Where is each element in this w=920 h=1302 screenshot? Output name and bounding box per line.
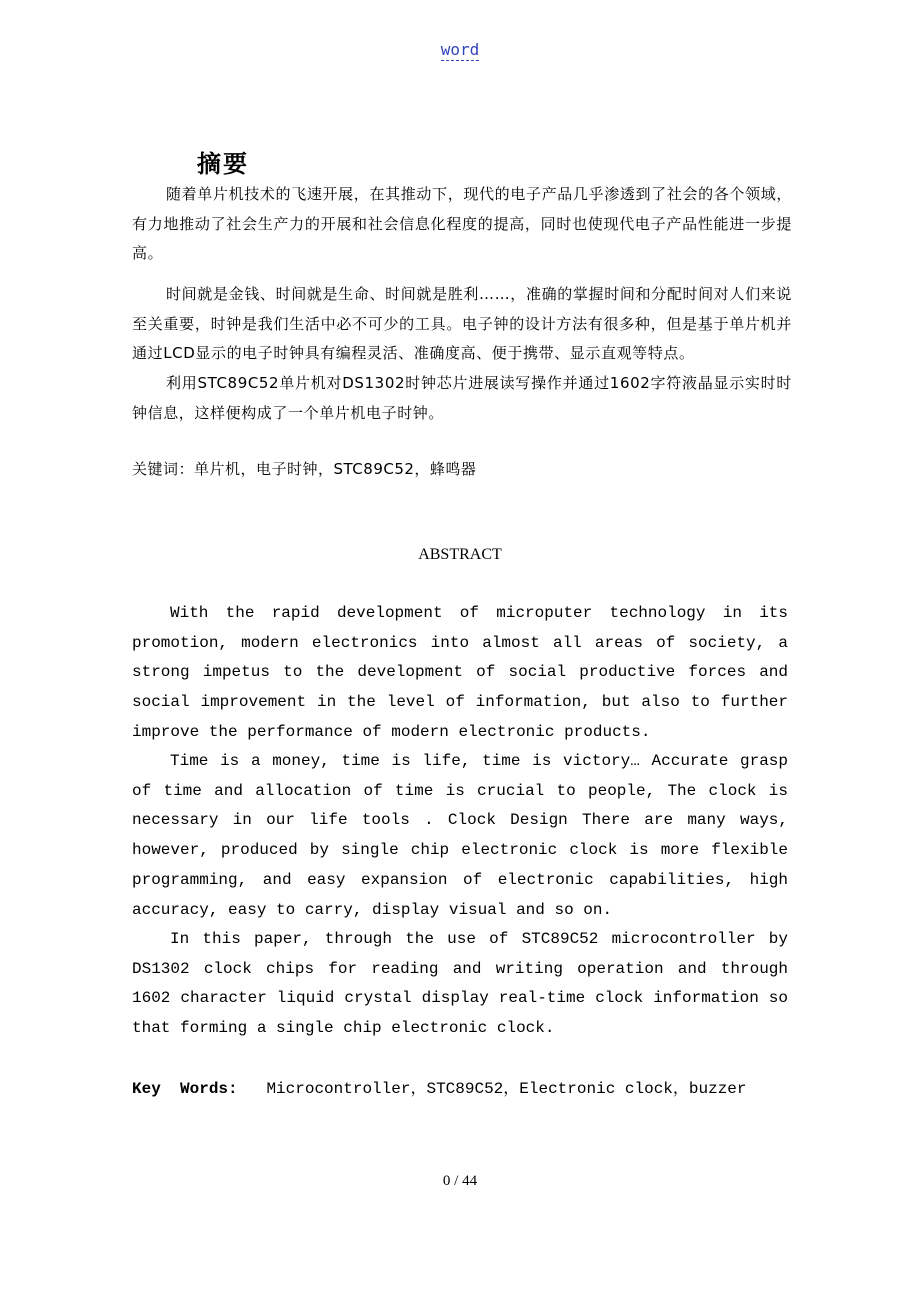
chinese-paragraph-3: 利用STC89C52单片机对DS1302时钟芯片进展读写操作并通过1602字符液晶显示实时时钟信息，这样便构成了一个单片机电子时钟。 [132,374,792,422]
english-paragraph-1: With the rapid development of microputer technology in its promotion, modern electronics into almost all areas of society, a strong impetus to the development of social productive forces and social improvement in the level of information, but also to further improve the performance of modern electronic products. [132,604,788,741]
chinese-paragraph-2: 时间就是金钱、时间就是生命、时间就是胜利……，准确的掌握时间和分配时间对人们来说至关重要，时钟是我们生活中必不可少的工具。电子钟的设计方法有很多种，但是基于单片机并通过LCD显示的电子时钟具有编程灵活、准确度高、便于携带、显示直观等特点。 [132,285,792,362]
english-keywords [132,1075,747,1098]
header-word-link[interactable] [0,40,920,59]
chinese-keywords: 关键词：单片机，电子时钟，STC89C52，蜂鸣器 [132,460,477,478]
english-paragraph-3: In this paper, through the use of STC89C52 microcontroller by DS1302 clock chips for reading and writing operation and through 1602 character liquid crystal display real-time clock information so that forming a single chip electronic clock. [132,930,788,1038]
english-keywords-label: Key Words: [132,1080,238,1098]
header-word-link-text[interactable]: word [440,40,480,59]
english-paragraph-2: Time is a money, time is life, time is victory… Accurate grasp of time and allocation of time is crucial to people, The clock is necessary in our life tools . Clock Design There are many ways, however, produced by single chip electronic clock is more flexible programming, and easy expansion of electronic capabilities, high accuracy, easy to carry, display visual and so on. [132,752,788,919]
english-abstract-title: ABSTRACT [418,546,502,563]
chinese-abstract-title: 摘要 [197,150,249,178]
english-keywords-value: Microcontroller，STC89C52，Electronic clock，buzzer [266,1080,747,1098]
page-number: 0 / 44 [442,1173,478,1189]
chinese-paragraph-1: 随着单片机技术的飞速开展，在其推动下，现代的电子产品几乎渗透到了社会的各个领域，有力地推动了社会生产力的开展和社会信息化程度的提高，同时也使现代电子产品性能进一步提高。 [132,185,792,262]
